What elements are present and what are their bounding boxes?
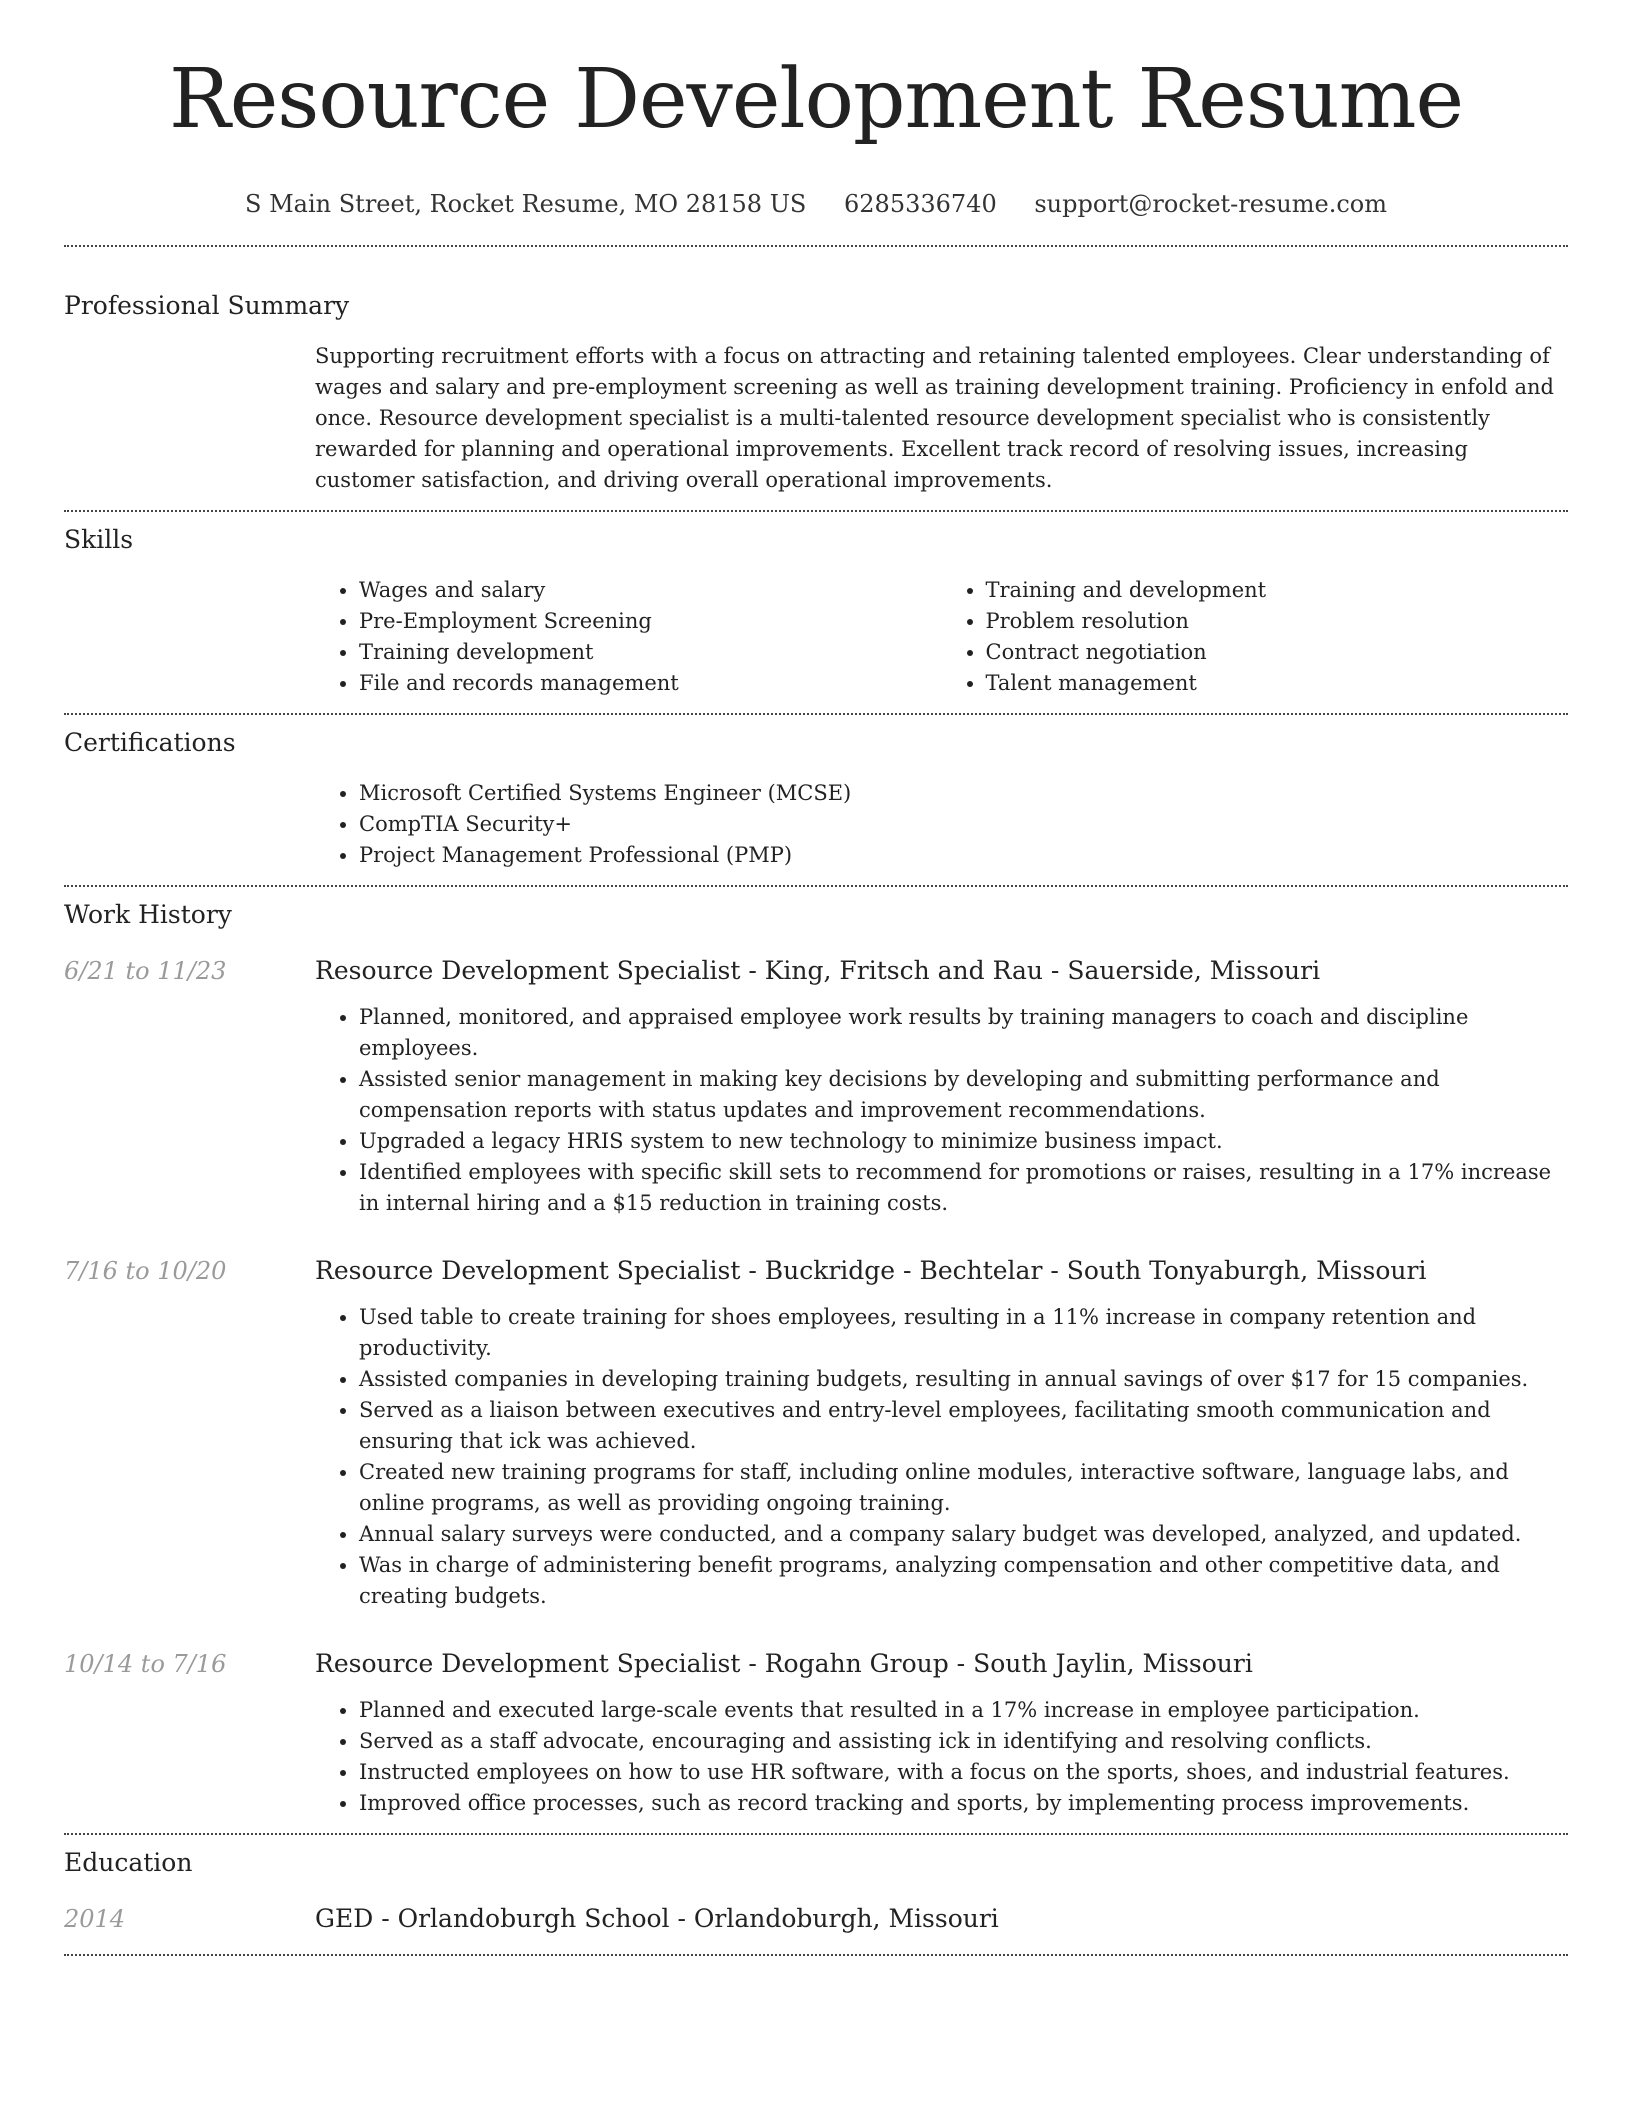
job-bullet: • Assisted companies in developing training budgets, resulting in annual savings of over $17 for 15 companies. (359, 1364, 1568, 1395)
job-bullet: • Served as a staff advocate, encouraging and assisting ick in identifying and resolving conflicts. (359, 1726, 1568, 1757)
job-entry (64, 1647, 1568, 1819)
skill-item: • File and records management (359, 668, 942, 699)
skill-item: • Training development (359, 637, 942, 668)
education-heading: Education (64, 1848, 193, 1877)
contact-phone: 6285336740 (844, 190, 997, 218)
divider (64, 713, 1568, 715)
skill-item: • Wages and salary (359, 575, 942, 606)
job-entry (64, 954, 1568, 1219)
skills-column-right (942, 575, 1569, 699)
job-bullet: • Annual salary surveys were conducted, and a company salary budget was developed, analyzed, and updated. (359, 1519, 1568, 1550)
skill-item: • Talent management (986, 668, 1569, 699)
resume-title: Resource Development Resume (168, 52, 1463, 147)
divider (64, 245, 1568, 247)
education-section (64, 1846, 1568, 1936)
job-title: Resource Development Specialist - Buckridge - Bechtelar - South Tonyaburgh, Missouri (315, 1256, 1427, 1285)
divider (64, 1833, 1568, 1835)
job-bullet: • Improved office processes, such as record tracking and sports, by implementing process improvements. (359, 1788, 1568, 1819)
summary-heading: Professional Summary (64, 291, 350, 320)
education-date: 2014 (64, 1905, 126, 1933)
job-title: Resource Development Specialist - King, Fritsch and Rau - Sauerside, Missouri (315, 956, 1321, 985)
education-entry (64, 1902, 1568, 1936)
skill-item: • Contract negotiation (986, 637, 1569, 668)
skill-item: • Pre-Employment Screening (359, 606, 942, 637)
job-dates: 7/16 to 10/20 (64, 1257, 227, 1285)
certification-item: • Project Management Professional (PMP) (359, 840, 1568, 871)
job-bullet: • Instructed employees on how to use HR software, with a focus on the sports, shoes, and industrial features. (359, 1757, 1568, 1788)
certification-item: • Microsoft Certified Systems Engineer (MCSE) (359, 778, 1568, 809)
divider (64, 510, 1568, 512)
summary-section (64, 289, 1568, 496)
summary-body (315, 341, 1568, 496)
job-dates: 10/14 to 7/16 (64, 1650, 227, 1678)
certifications-list (315, 778, 1568, 871)
contact-line (64, 188, 1568, 220)
summary-text: Supporting recruitment efforts with a focus on attracting and retaining talented employees. Clear understanding of wages and salary and pre-employment screening as well as training development training. Proficiency in enfold and once. Resource development specialist is a multi-talented resource development specialist who is consistently rewarded for planning and operational improvements. Excellent track record of resolving issues, increasing customer satisfaction, and driving overall operational improvements. (315, 344, 1554, 492)
job-bullet: • Was in charge of administering benefit programs, analyzing compensation and other competitive data, and creating budgets. (359, 1550, 1568, 1612)
contact-email: support@rocket-resume.com (1034, 190, 1387, 218)
work-history-heading: Work History (64, 900, 232, 929)
skills-heading: Skills (64, 525, 134, 554)
skills-list (315, 575, 1568, 699)
job-bullet: • Planned, monitored, and appraised employee work results by training managers to coach and discipline employees. (359, 1002, 1568, 1064)
divider (64, 885, 1568, 887)
skill-item: • Training and development (986, 575, 1569, 606)
job-bullets (315, 1002, 1568, 1219)
job-bullet: • Created new training programs for staff, including online modules, interactive software, language labs, and online programs, as well as providing ongoing training. (359, 1457, 1568, 1519)
job-title: Resource Development Specialist - Rogahn Group - South Jaylin, Missouri (315, 1649, 1253, 1678)
skill-item: • Problem resolution (986, 606, 1569, 637)
job-bullet: • Assisted senior management in making key decisions by developing and submitting performance and compensation reports with status updates and improvement recommendations. (359, 1064, 1568, 1126)
certifications-section (64, 726, 1568, 871)
divider (64, 1954, 1568, 1956)
job-bullet: • Served as a liaison between executives and entry-level employees, facilitating smooth communication and ensuring that ick was achieved. (359, 1395, 1568, 1457)
skills-section (64, 523, 1568, 699)
job-bullet: • Identified employees with specific skill sets to recommend for promotions or raises, resulting in a 17% increase in internal hiring and a $15 reduction in training costs. (359, 1157, 1568, 1219)
resume-page (64, 0, 1568, 1956)
job-dates: 6/21 to 11/23 (64, 957, 227, 985)
education-detail: GED - Orlandoburgh School - Orlandoburgh, Missouri (315, 1904, 999, 1933)
job-bullet: • Upgraded a legacy HRIS system to new technology to minimize business impact. (359, 1126, 1568, 1157)
certification-item: • CompTIA Security+ (359, 809, 1568, 840)
certifications-heading: Certifications (64, 728, 236, 757)
work-history-section (64, 898, 1568, 1819)
job-entry (64, 1254, 1568, 1612)
job-bullets (315, 1302, 1568, 1612)
skills-column-left (315, 575, 942, 699)
job-bullet: • Planned and executed large-scale events that resulted in a 17% increase in employee participation. (359, 1695, 1568, 1726)
job-bullet: • Used table to create training for shoes employees, resulting in a 11% increase in company retention and productivity. (359, 1302, 1568, 1364)
contact-address: S Main Street, Rocket Resume, MO 28158 US (245, 190, 807, 218)
job-bullets (315, 1695, 1568, 1819)
